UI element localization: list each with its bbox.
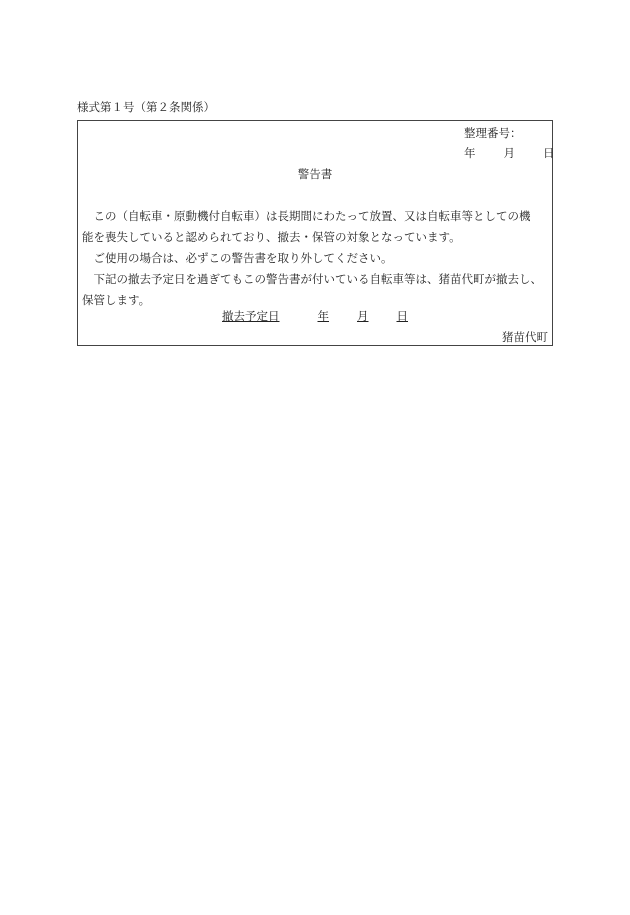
paragraph-line: ご使用の場合は、必ずこの警告書を取り外してください。: [82, 251, 393, 265]
notice-title: 警告書: [297, 167, 333, 181]
issuer: 猪苗代町: [502, 330, 548, 344]
form-number: 様式第１号（第２条関係）: [77, 100, 215, 114]
paragraph-line: 下記の撤去予定日を過ぎてもこの警告書が付いている自転車等は、猪苗代町が撤去し、: [82, 272, 542, 286]
year-label: 年: [464, 146, 476, 160]
month-label: 月: [503, 146, 515, 160]
paragraph-line: この（自転車・原動機付自転車）は長期間にわたって放置、又は自転車等としての機: [82, 209, 531, 223]
removal-day: 日: [396, 309, 408, 323]
removal-date: [78, 309, 552, 323]
removal-year: 年: [317, 309, 329, 323]
reference-number-label: 整理番号：: [464, 126, 522, 140]
day-label: 日: [543, 146, 555, 160]
warning-notice-box: [77, 120, 553, 346]
paragraph-line: 保管します。: [82, 293, 151, 307]
removal-month: 月: [357, 309, 369, 323]
issue-date: [464, 146, 555, 160]
removal-date-label: 撤去予定日: [222, 309, 280, 323]
paragraph-line: 能を喪失していると認められており、撤去・保管の対象となっています。: [82, 230, 461, 244]
